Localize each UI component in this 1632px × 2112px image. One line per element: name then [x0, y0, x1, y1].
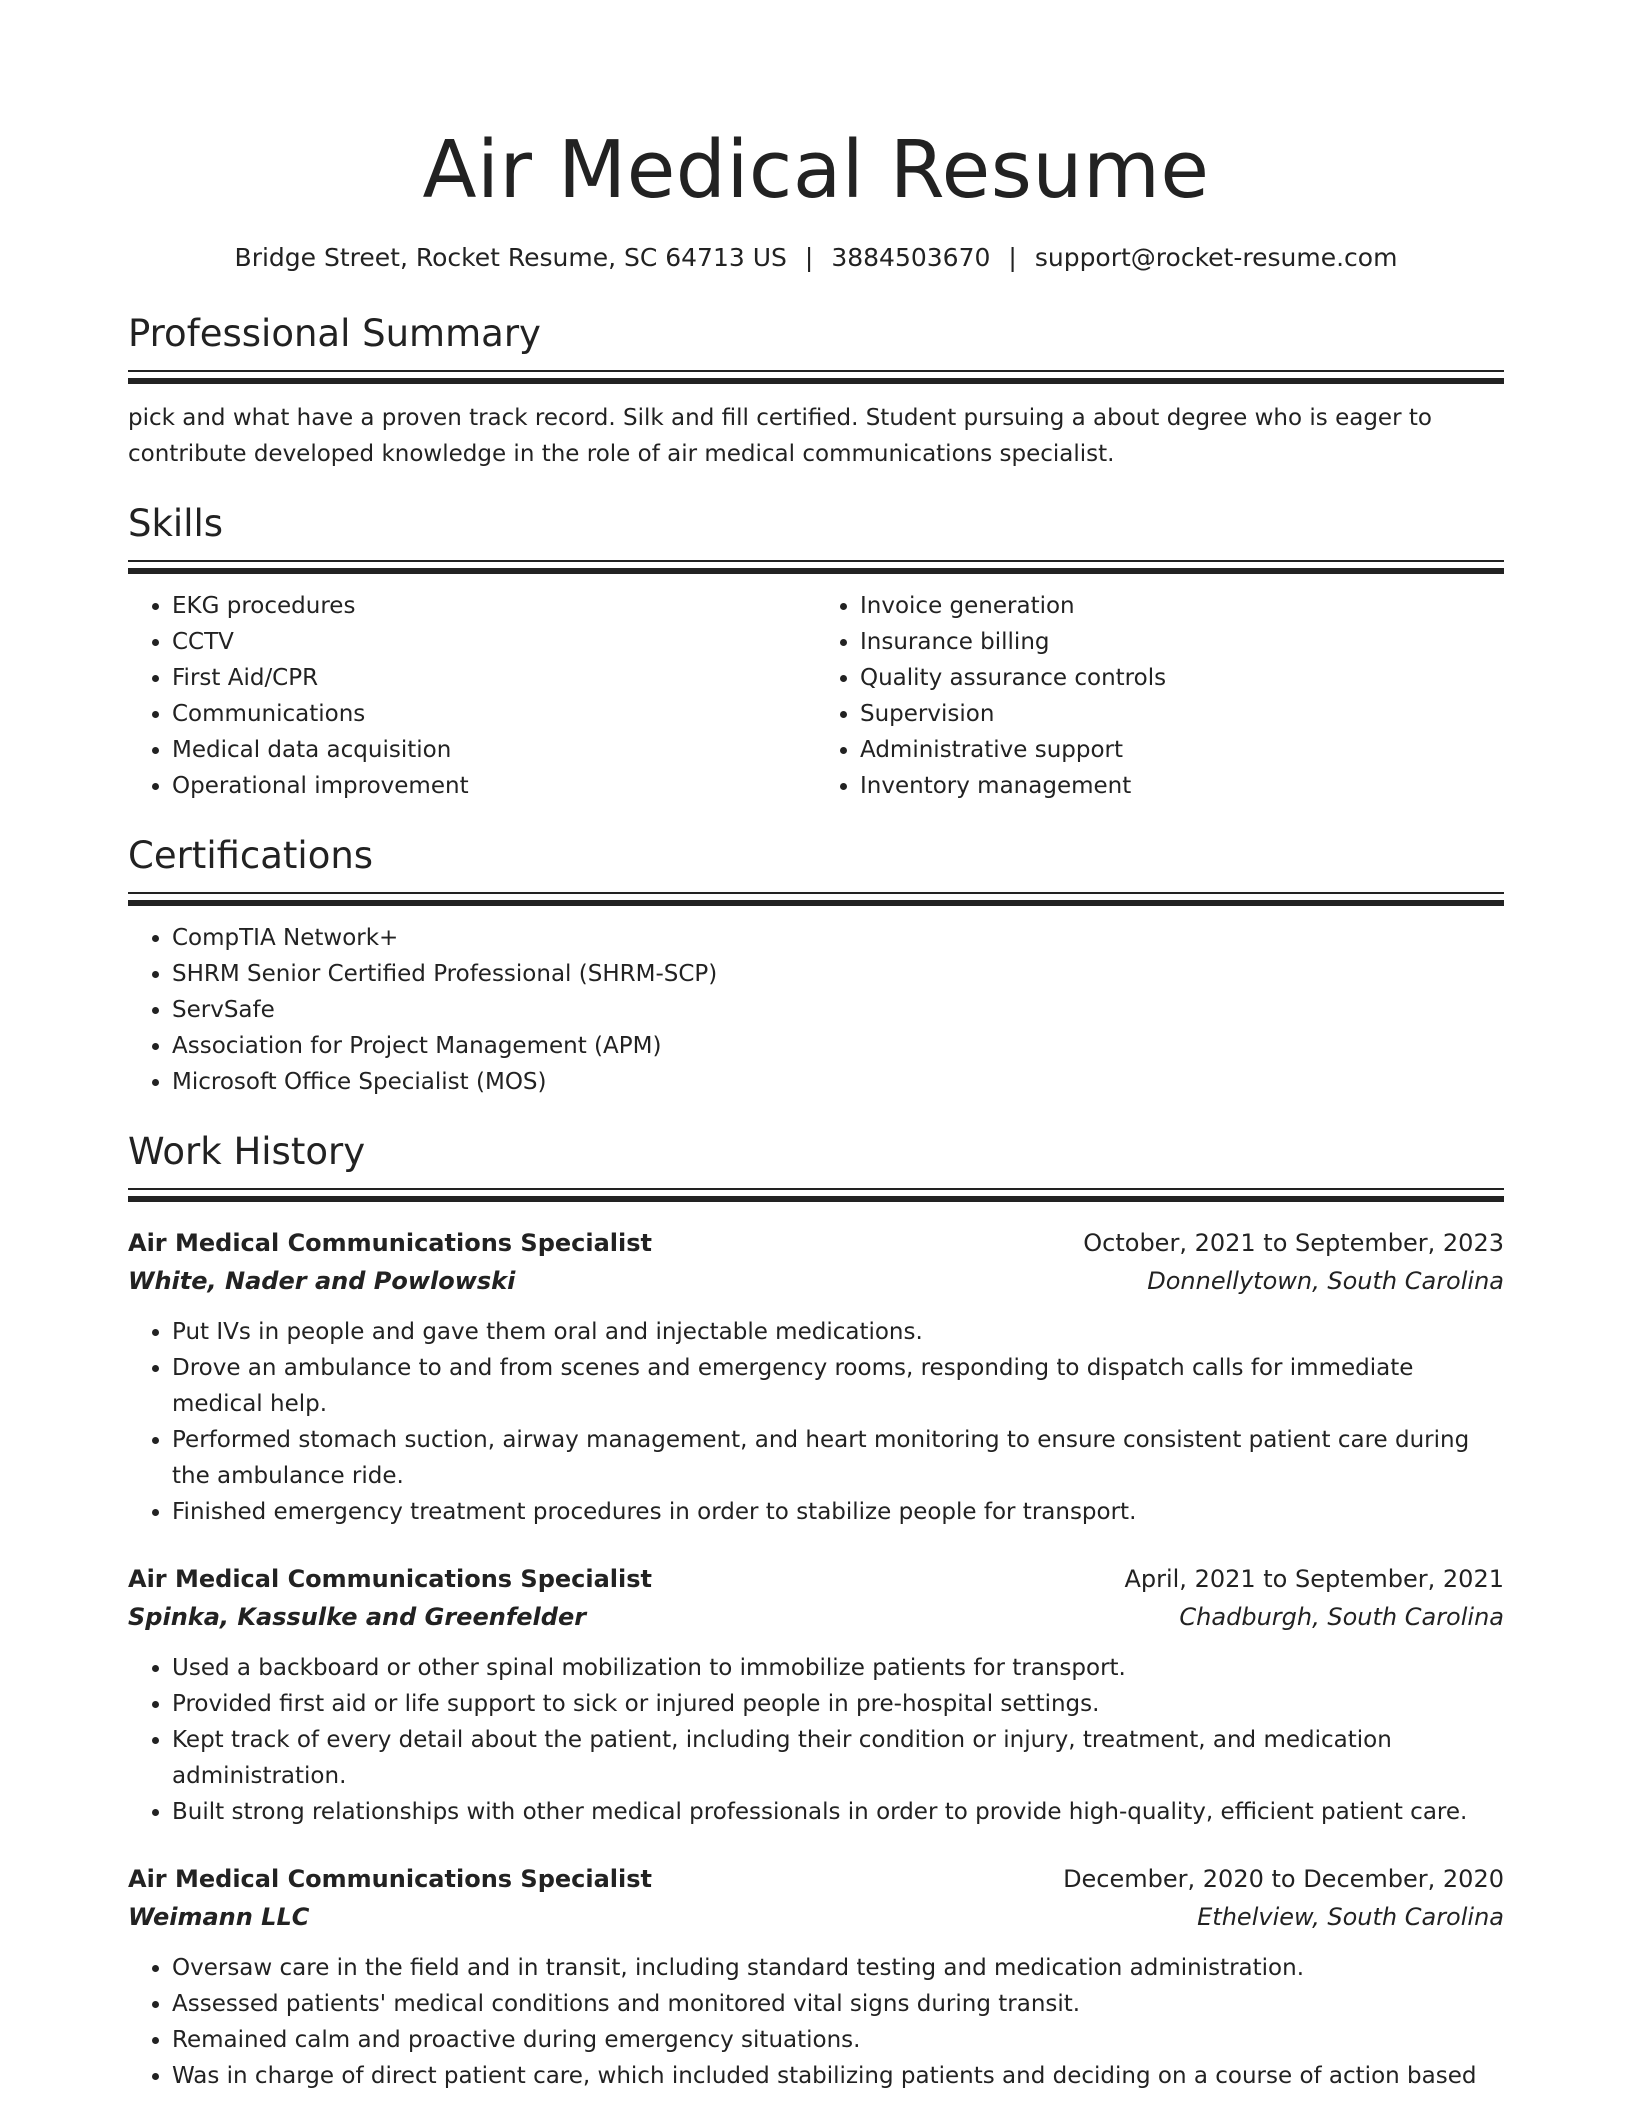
skill-item: • EKG procedures [172, 588, 816, 624]
job-bullet: • Kept track of every detail about the patient, including their condition or injury, treatment, and medication administration. [172, 1722, 1504, 1794]
skill-item: • Operational improvement [172, 768, 816, 804]
job-bullet: • Performed stomach suction, airway management, and heart monitoring to ensure consistent patient care during the ambulance ride. [172, 1422, 1504, 1494]
job-title: Air Medical Communications Specialist [128, 1565, 653, 1593]
skill-item: • Medical data acquisition [172, 732, 816, 768]
job-location: Chadburgh, South Carolina [1179, 1603, 1504, 1631]
job-bullet: • Remained calm and proactive during emergency situations. [172, 2022, 1504, 2058]
skills-columns [128, 574, 1504, 804]
job-dates: December, 2020 to December, 2020 [1063, 1865, 1504, 1893]
job-company: White, Nader and Powlowski [128, 1267, 516, 1295]
job-title: Air Medical Communications Specialist [128, 1865, 653, 1893]
certification-item: • Association for Project Management (APM) [172, 1028, 1504, 1064]
section-divider [128, 560, 1504, 574]
certifications-section [128, 834, 1504, 1100]
certification-item: • Microsoft Office Specialist (MOS) [172, 1064, 1504, 1100]
job-company: Spinka, Kassulke and Greenfelder [128, 1603, 587, 1631]
skill-item: • Inventory management [860, 768, 1504, 804]
job-dates: April, 2021 to September, 2021 [1124, 1565, 1504, 1593]
certifications-list [128, 920, 1504, 1100]
contact-address: Bridge Street, Rocket Resume, SC 64713 US [234, 243, 787, 272]
contact-email: support@rocket-resume.com [1034, 243, 1398, 272]
skill-item: • Administrative support [860, 732, 1504, 768]
job-bullet: • Assessed patients' medical conditions and monitored vital signs during transit. [172, 1986, 1504, 2022]
job-company: Weimann LLC [128, 1903, 310, 1931]
skill-item: • First Aid/CPR [172, 660, 816, 696]
job-bullet: • Built strong relationships with other medical professionals in order to provide high-quality, efficient patient care. [172, 1794, 1504, 1830]
job-entry [128, 1224, 1504, 1530]
job-bullet: • Was in charge of direct patient care, which included stabilizing patients and deciding on a course of action based [172, 2058, 1504, 2094]
section-heading-work-history: Work History [128, 1130, 366, 1173]
job-bullet: • Finished emergency treatment procedures in order to stabilize people for transport. [172, 1494, 1504, 1530]
skill-item: • Insurance billing [860, 624, 1504, 660]
section-heading-skills: Skills [128, 502, 224, 545]
certification-item: • CompTIA Network+ [172, 920, 1504, 956]
job-entry [128, 1860, 1504, 2094]
summary-text: pick and what have a proven track record. Silk and fill certified. Student pursuing a about degree who is eager to contribute developed knowledge in the role of air medical communications specialist. [128, 405, 1432, 467]
job-bullets [128, 1950, 1504, 2094]
skill-item: • Invoice generation [860, 588, 1504, 624]
certification-item: • ServSafe [172, 992, 1504, 1028]
job-bullet: • Oversaw care in the field and in transit, including standard testing and medication administration. [172, 1950, 1504, 1986]
job-dates: October, 2021 to September, 2023 [1083, 1229, 1504, 1257]
job-bullet: • Provided first aid or life support to sick or injured people in pre-hospital settings. [172, 1686, 1504, 1722]
job-bullet: • Drove an ambulance to and from scenes and emergency rooms, responding to dispatch calls for immediate medical help. [172, 1350, 1504, 1422]
section-divider [128, 892, 1504, 906]
work-history-section [128, 1130, 1504, 2094]
skills-section [128, 502, 1504, 804]
contact-separator: | [804, 243, 814, 272]
section-divider [128, 370, 1504, 384]
contact-line [128, 242, 1504, 274]
section-divider [128, 1188, 1504, 1202]
section-heading-certifications: Certifications [128, 834, 374, 877]
job-title: Air Medical Communications Specialist [128, 1229, 653, 1257]
contact-separator: | [1008, 243, 1017, 272]
skills-list-left [128, 588, 816, 804]
job-bullets [128, 1314, 1504, 1530]
skill-item: • Supervision [860, 696, 1504, 732]
skill-item: • CCTV [172, 624, 816, 660]
page-title: Air Medical Resume [422, 124, 1210, 216]
certification-item: • SHRM Senior Certified Professional (SHRM-SCP) [172, 956, 1504, 992]
summary-section [128, 312, 1504, 472]
job-bullet: • Used a backboard or other spinal mobilization to immobilize patients for transport. [172, 1650, 1504, 1686]
section-heading-summary: Professional Summary [128, 312, 541, 355]
skills-list-right [816, 588, 1504, 804]
skill-item: • Quality assurance controls [860, 660, 1504, 696]
skill-item: • Communications [172, 696, 816, 732]
job-location: Ethelview, South Carolina [1197, 1903, 1504, 1931]
job-bullet: • Put IVs in people and gave them oral and injectable medications. [172, 1314, 1504, 1350]
job-entry [128, 1560, 1504, 1830]
contact-phone: 3884503670 [831, 243, 991, 272]
resume-page [128, 0, 1504, 2094]
job-bullets [128, 1650, 1504, 1830]
job-location: Donnellytown, South Carolina [1147, 1267, 1504, 1295]
